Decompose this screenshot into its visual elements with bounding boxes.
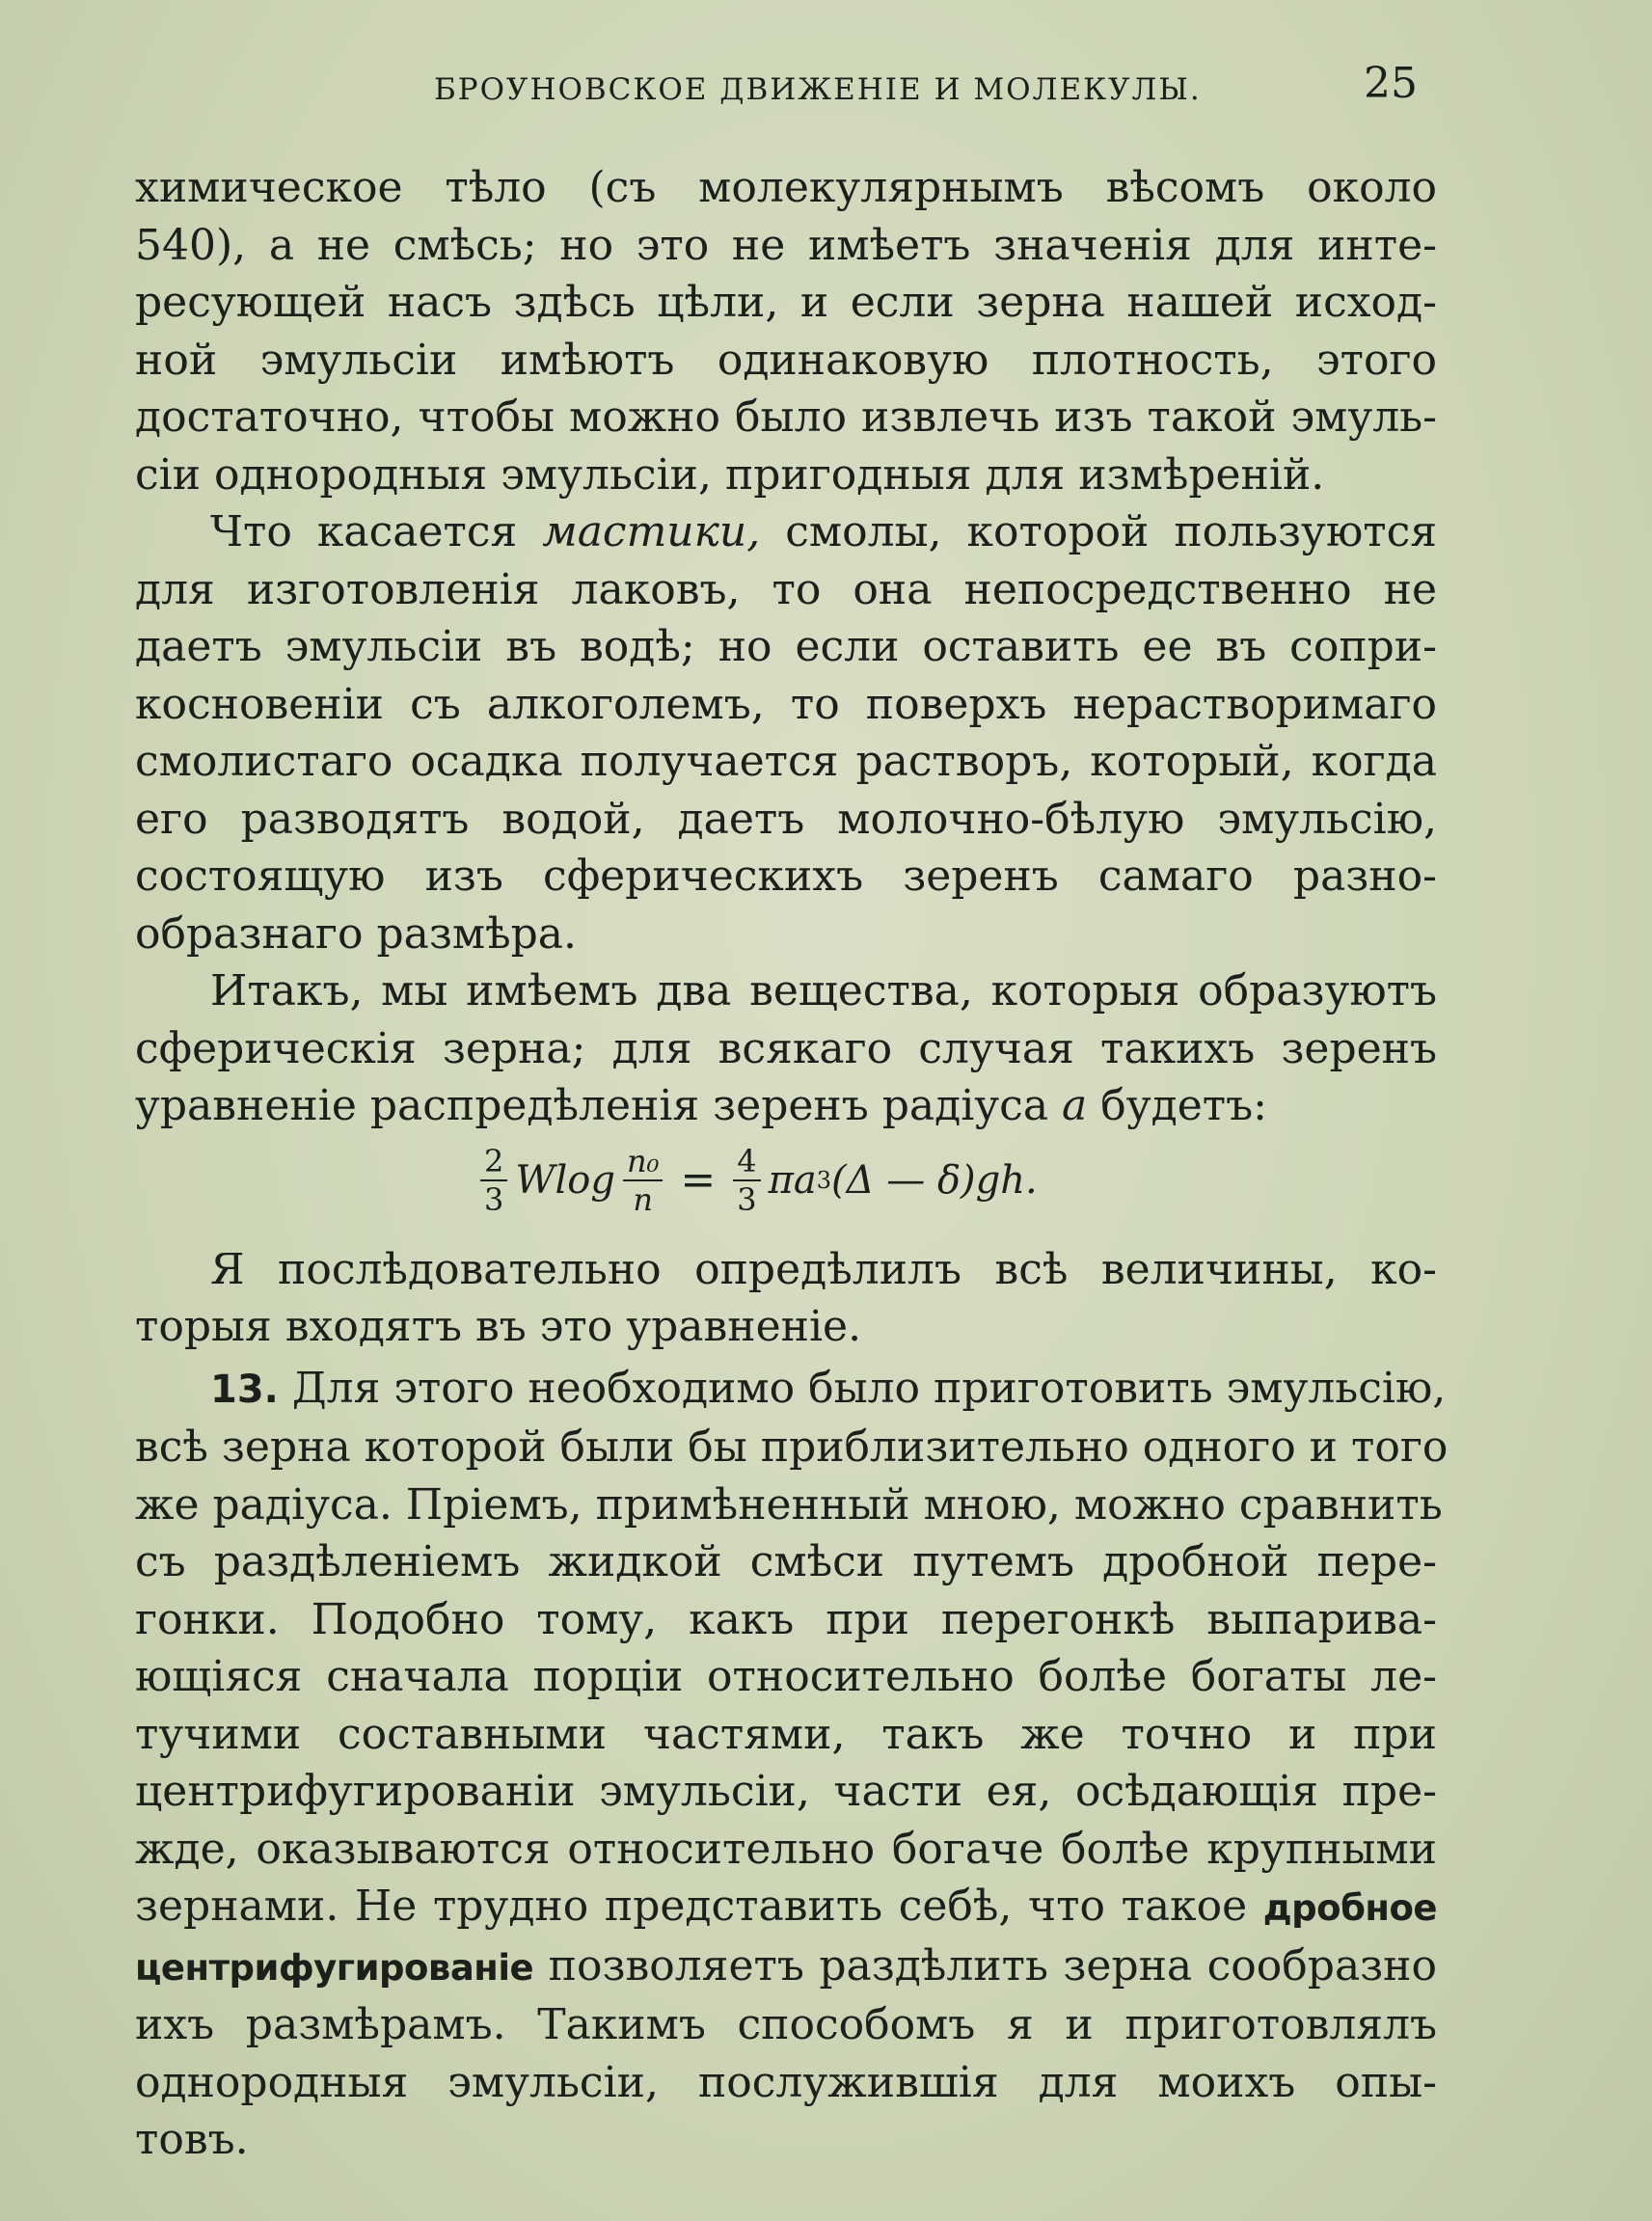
text-line: сіи однородныя эмульсіи, пригодныя для измѣреній.: [135, 449, 1325, 500]
fraction-numerator: n₀: [623, 1143, 663, 1181]
fraction-four-thirds: [733, 1143, 760, 1218]
fraction-numerator: 2: [480, 1143, 507, 1181]
text-line: ной эмульсіи имѣютъ одинаковую плотность, этого: [135, 335, 1437, 385]
text-line: [135, 1937, 1437, 1997]
book-page: [135, 53, 1449, 2175]
text-line: центрифугированіи эмульсіи, части ея, осѣдающія пре-: [135, 1767, 1437, 1816]
w-log-term: Wlog: [515, 1157, 615, 1203]
text-line: смолистаго осадка получается растворъ, который, когда: [135, 737, 1437, 786]
density-term: (Δ — δ)gh.: [831, 1157, 1038, 1203]
emphasis-mastika: мастики,: [542, 507, 761, 556]
text-line: Я послѣдовательно опредѣлилъ всѣ величины, ко-: [210, 1244, 1437, 1294]
equals-sign: =: [680, 1155, 717, 1205]
text-run: Для этого необходимо было приготовить эмульсію,: [278, 1363, 1447, 1413]
text-line: [135, 1878, 1437, 1937]
fraction-two-thirds: [480, 1143, 507, 1218]
text-line: торыя входятъ въ это уравненіе.: [135, 1302, 862, 1351]
fraction-denominator: 3: [484, 1180, 504, 1218]
text-line: косновеніи съ алкоголемъ, то поверхъ нерастворимаго: [135, 679, 1437, 729]
text-line: жде, оказываются относительно богаче болѣе крупными: [135, 1824, 1437, 1874]
text-line: образнаго размѣра.: [135, 908, 578, 959]
running-title: БРОУНОВСКОЕ ДВИЖЕНІЕ И МОЛЕКУЛЫ.: [434, 72, 1202, 107]
fraction-denominator: 3: [737, 1180, 757, 1218]
text-line: [135, 1077, 1437, 1135]
text-line: [135, 503, 1437, 561]
text-line: 540), а не смѣсь; но это не имѣетъ значенія для инте-: [135, 220, 1437, 270]
text-line: [135, 1360, 1447, 1420]
text-line: тучими составными частями, такъ же точно и при: [135, 1709, 1437, 1759]
text-line: же радіуса. Пріемъ, примѣненный мною, можно сравнить: [135, 1479, 1443, 1530]
equation-body: [473, 1143, 1038, 1218]
exponent: 3: [816, 1166, 832, 1194]
text-line: ющіяся сначала порціи относительно болѣе богаты ле-: [135, 1652, 1437, 1701]
paragraph-5: [135, 1360, 1449, 2169]
text-line: ихъ размѣрамъ. Такимъ способомъ я и приготовлялъ: [135, 2000, 1437, 2049]
text-line: достаточно, чтобы можно было извлечь изъ такой эмуль-: [135, 393, 1437, 442]
text-line: состоящую изъ сферическихъ зеренъ самаго разно-: [135, 852, 1437, 901]
text-run: уравненіе распредѣленія зеренъ радіуса: [135, 1081, 1063, 1130]
bold-term-centrifugirovanie: центрифугированіе: [135, 1946, 534, 1989]
text-run: позволяетъ раздѣлить зерна сообразно: [533, 1940, 1437, 1991]
text-line: гонки. Подобно тому, какъ при перегонкѣ выпарива-: [135, 1594, 1437, 1644]
text-line: товъ.: [135, 2115, 249, 2164]
bold-term-drobnoe: дробное: [1262, 1887, 1437, 1929]
page-header: [135, 53, 1437, 121]
text-line: ресующей насъ здѣсь цѣли, и если зерна нашей исход-: [135, 278, 1437, 327]
body-text: [135, 159, 1449, 2169]
text-run: будетъ:: [1087, 1081, 1267, 1130]
text-line: химическое тѣло (съ молекулярнымъ вѣсомъ около: [135, 163, 1437, 212]
paragraph-4: [135, 1241, 1437, 1356]
paragraph-2: [135, 503, 1437, 962]
text-line: съ раздѣленіемъ жидкой смѣси путемъ дробной пере-: [135, 1537, 1437, 1586]
text-line: для изготовленія лаковъ, то она непосредственно не: [135, 564, 1437, 614]
page-number: 25: [1364, 59, 1418, 108]
text-line: его разводятъ водой, даетъ молочно-бѣлую эмульсію,: [135, 794, 1437, 844]
text-line: сферическія зерна; для всякаго случая такихъ зеренъ: [135, 1023, 1437, 1073]
equation: [135, 1135, 1437, 1241]
text-line: однородныя эмульсіи, послужившія для моихъ опы-: [135, 2057, 1437, 2107]
fraction-n0-over-n: [623, 1143, 663, 1218]
variable-a: a: [1062, 1081, 1088, 1130]
text-run: смолы, которой пользуются: [760, 507, 1437, 556]
section-number: 13.: [210, 1367, 279, 1412]
paragraph-3: [135, 962, 1437, 1135]
fraction-denominator: n: [633, 1180, 653, 1218]
paragraph-1: [135, 159, 1437, 503]
fraction-numerator: 4: [733, 1143, 760, 1181]
text-line: даетъ эмульсіи въ водѣ; но если оставить ее въ сопри-: [135, 622, 1437, 671]
pi-a-term: πa: [768, 1157, 817, 1203]
text-run: Что касается: [210, 507, 543, 556]
text-line: Итакъ, мы имѣемъ два вещества, которыя образуютъ: [210, 966, 1437, 1016]
text-run: зернами. Не трудно представить себѣ, что такое: [135, 1882, 1263, 1931]
text-line: всѣ зерна которой были бы приблизительно одного и того: [135, 1422, 1449, 1472]
